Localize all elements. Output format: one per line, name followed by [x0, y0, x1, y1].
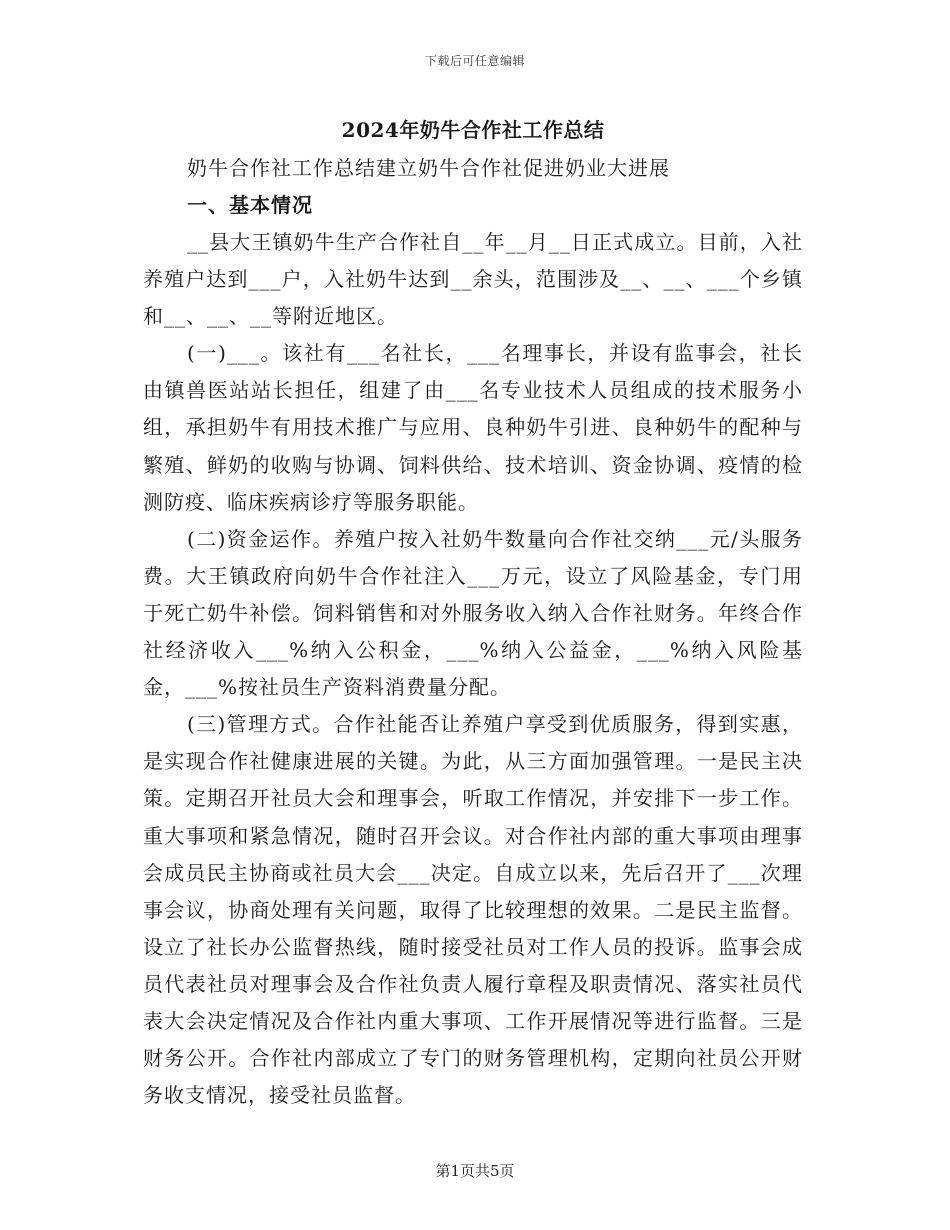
document-title: 2024年奶牛合作社工作总结 — [341, 118, 605, 142]
document-subtitle: 奶牛合作社工作总结建立奶牛合作社促进奶业大进展 — [187, 156, 670, 180]
header-note: 下载后可任意编辑 — [424, 54, 525, 68]
paragraph-funding: (二)资金运作。养殖户按入社奶牛数量向合作社交纳___元/头服务费。大王镇政府向奶牛合作社注入___万元，设立了风险基金，专门用于死亡奶牛补偿。饲料销售和对外服务收入纳入合作社财务。年终合作社经济收入___%纳入公积金，___%纳入公益金，___%纳入风险基金，___%按社员生产资料消费量分配。 — [143, 526, 803, 700]
section-heading-basic-info: 一、基本情况 — [187, 193, 313, 217]
paragraph-organization: (一)___。该社有___名社长，___名理事长，并设有监事会，社长由镇兽医站站长担任，组建了由___名专业技术人员组成的技术服务小组，承担奶牛有用技术推广与应用、良种奶牛引进、良种奶牛的配种与繁殖、鲜奶的收购与协调、饲料供给、技术培训、资金协调、疫情的检测防疫、临床疾病诊疗等服务职能。 — [143, 341, 803, 514]
paragraph-management: (三)管理方式。合作社能否让养殖户享受到优质服务，得到实惠，是实现合作社健康进展的关键。为此，从三方面加强管理。一是民主决策。定期召开社员大会和理事会，听取工作情况，并安排下一步工作。重大事项和紧急情况，随时召开会议。对合作社内部的重大事项由理事会成员民主协商或社员大会___决定。自成立以来，先后召开了___次理事会议，协商处理有关问题，取得了比较理想的效果。二是民主监督。设立了社长办公监督热线，随时接受社员对工作人员的投诉。监事会成员代表社员对理事会及合作社负责人履行章程及职责情况、落实社员代表大会决定情况及合作社内重大事项、工作开展情况等进行监督。三是财务公开。合作社内部成立了专门的财务管理机构，定期向社员公开财务收支情况，接受社员监督。 — [143, 712, 803, 1108]
document-body — [143, 110, 803, 1114]
paragraph-overview: __县大王镇奶牛生产合作社自__年__月__日正式成立。目前，入社养殖户达到___户，入社奶牛达到__余头，范围涉及__、__、___个乡镇和__、__、__等附近地区。 — [143, 230, 803, 329]
page-number: 第1页共5页 — [435, 1162, 515, 1180]
